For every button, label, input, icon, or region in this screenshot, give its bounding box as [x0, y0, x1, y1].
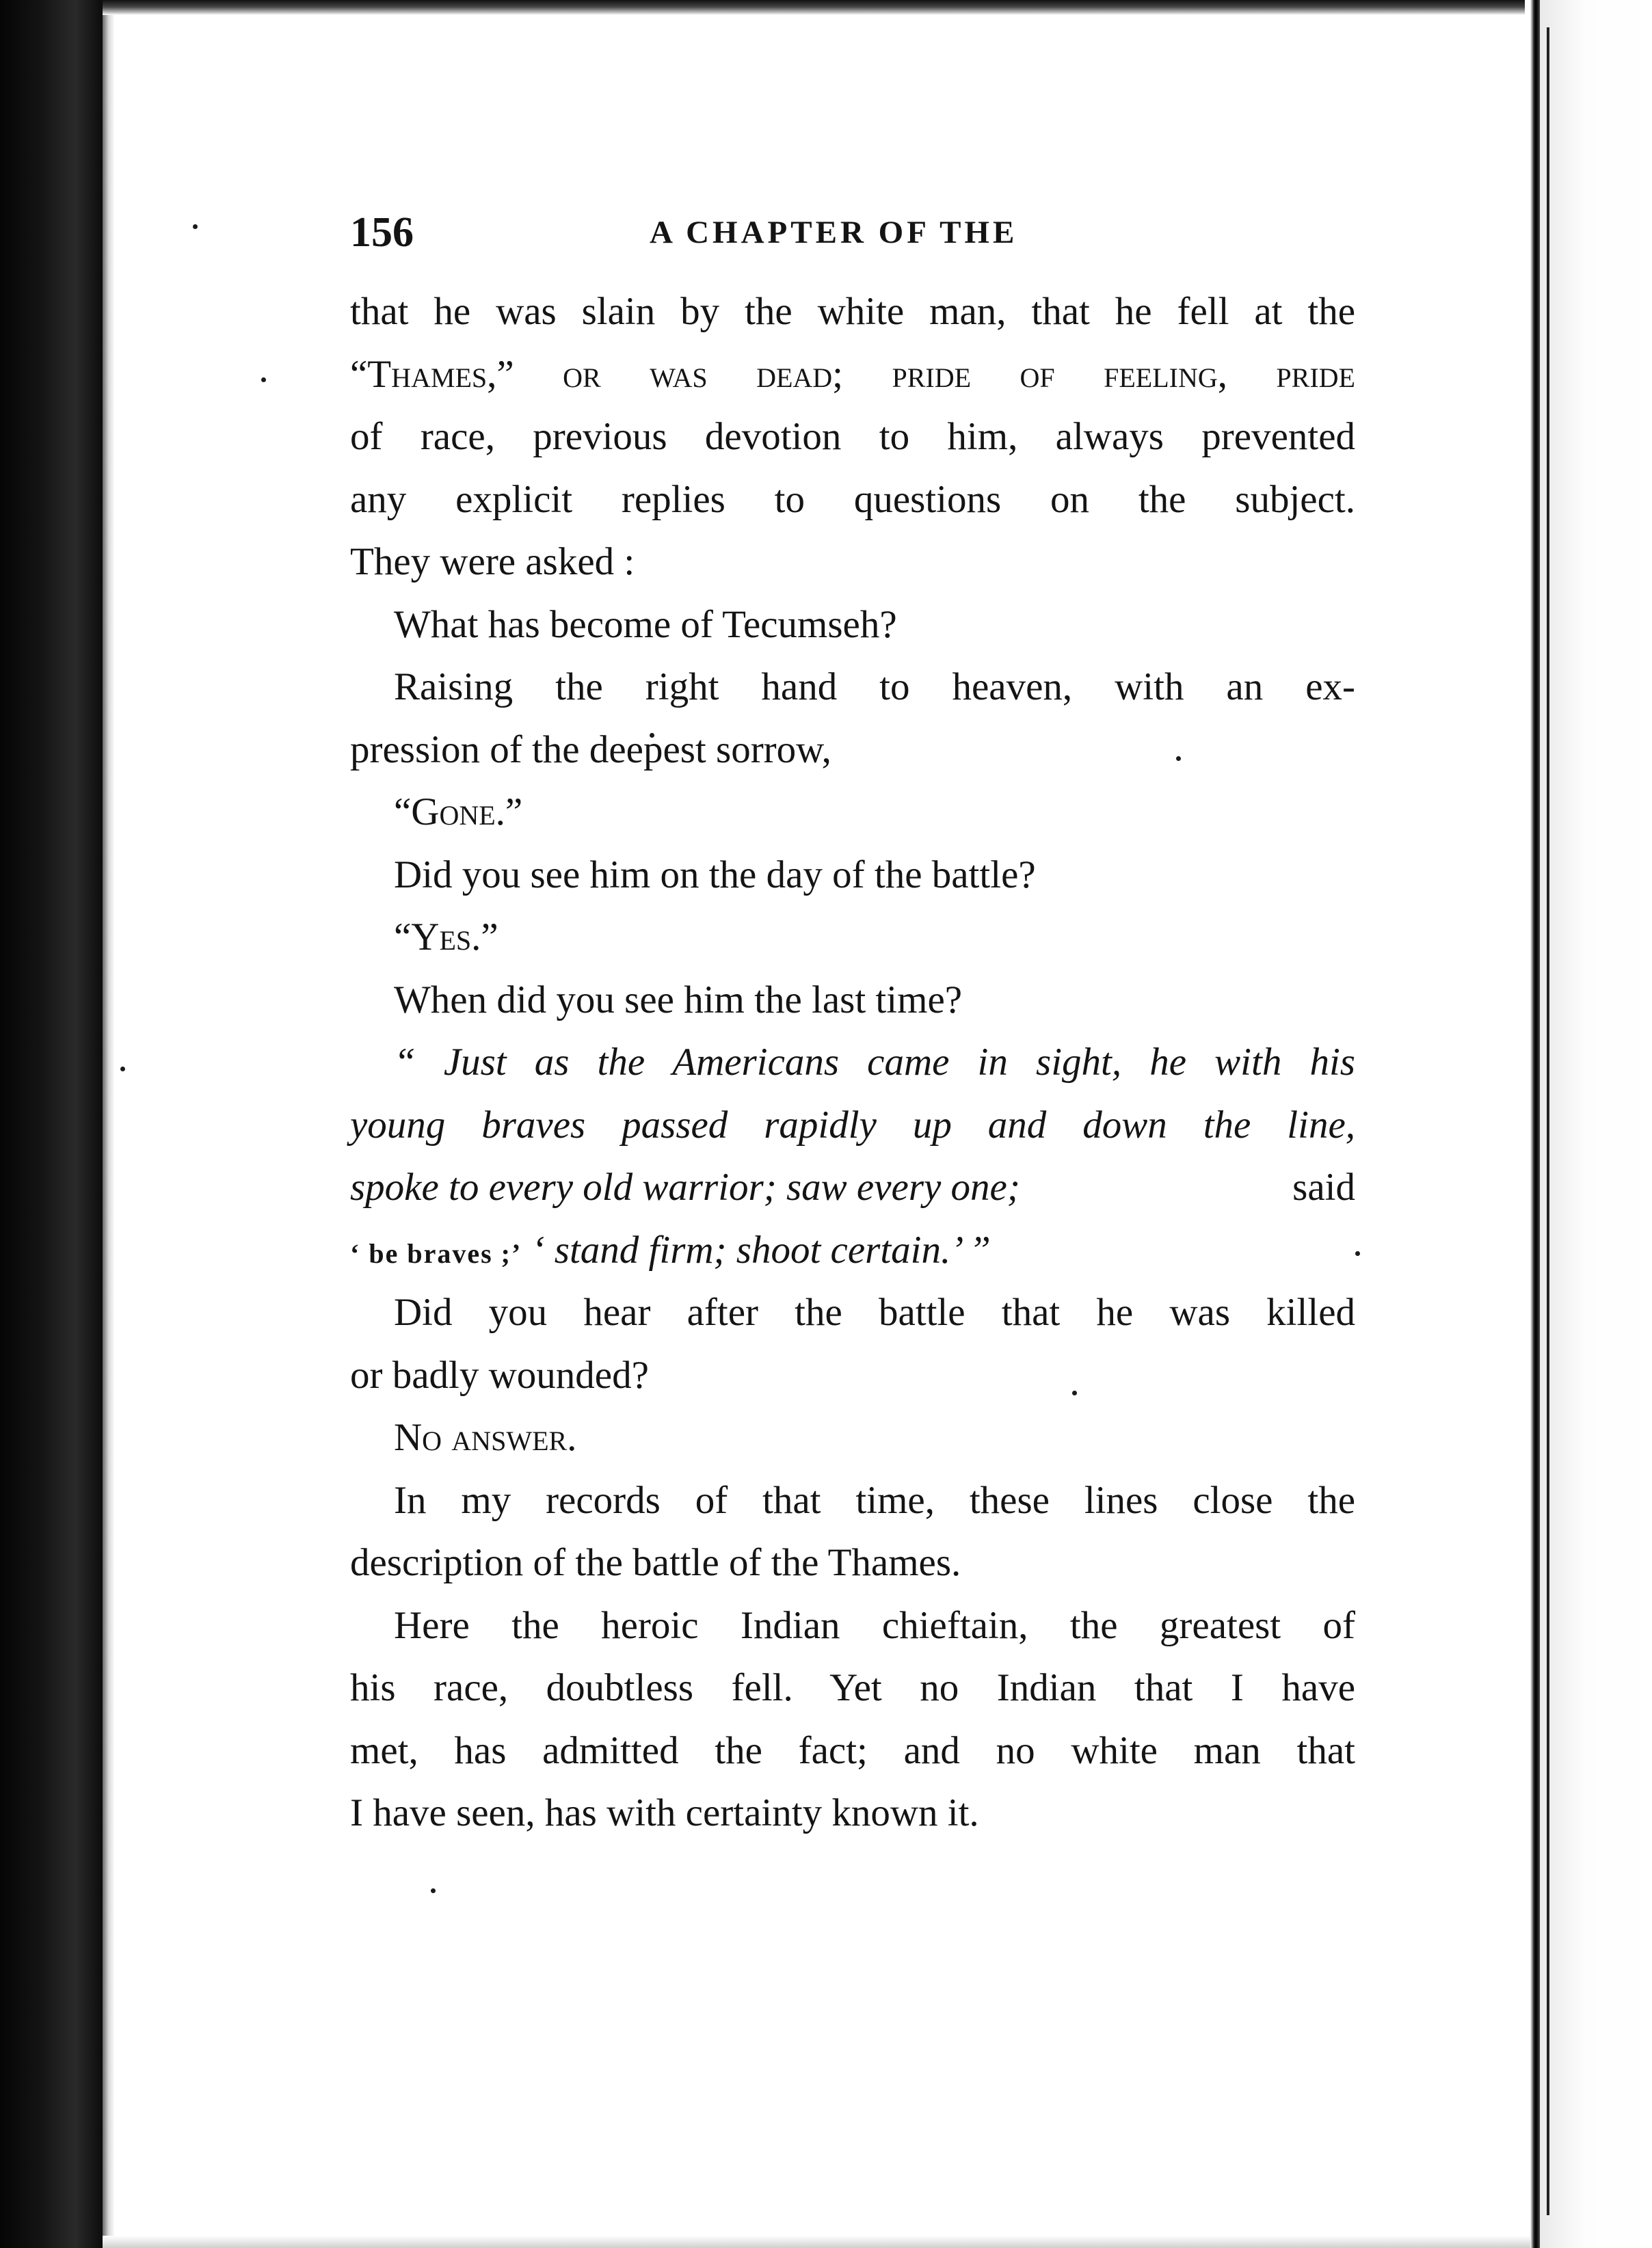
- facing-page: [1540, 0, 1652, 2248]
- book-binding: [0, 0, 103, 2248]
- answer-line: “Yes.”: [394, 915, 498, 959]
- right-page-edge: [1530, 0, 1540, 2248]
- answer-line: [350, 1156, 1355, 1219]
- text-line: met, has admitted the fact; and no white man that: [350, 1728, 1355, 1772]
- text-line: any explicit replies to questions on the subject.: [350, 477, 1355, 521]
- quoted-command: ‘ be braves ;’: [350, 1237, 522, 1269]
- text-line: description of the battle of the Thames.: [350, 1541, 961, 1584]
- answer-fragment: spoke to every old warrior; saw every one;: [350, 1166, 1020, 1209]
- text-line: pression of the deepest sorrow,: [350, 727, 831, 771]
- page-fold: [1547, 27, 1549, 2215]
- scan-speck: [261, 377, 266, 382]
- scan-speck: [431, 1888, 436, 1893]
- answer-line: “Gone.”: [394, 790, 523, 833]
- question-line: What has become of Tecumseh?: [394, 602, 897, 646]
- bottom-page-edge: [103, 2236, 1530, 2248]
- answer-line: young braves passed rapidly up and down the line,: [350, 1103, 1355, 1147]
- text-line: “Thames,” or was dead; pride of feeling, pride: [350, 352, 1355, 396]
- answer-fragment: said: [1292, 1166, 1355, 1209]
- page-number: 156: [350, 209, 414, 256]
- question-line: When did you see him the last time?: [394, 978, 963, 1021]
- text-line: his race, doubtless fell. Yet no Indian that I have: [350, 1666, 1355, 1709]
- scan-speck: [1355, 1251, 1360, 1256]
- running-head: A CHAPTER OF THE: [650, 215, 1018, 250]
- binding-shadow: [103, 0, 115, 2248]
- question-line: Did you hear after the battle that he was killed: [394, 1291, 1355, 1334]
- question-line: Did you see him on the day of the battle?: [394, 853, 1036, 896]
- top-page-edge: [103, 0, 1525, 15]
- scan-speck: [193, 224, 198, 229]
- text-line: Raising the right hand to heaven, with an ex-: [394, 665, 1355, 708]
- answer-line: “ Just as the Americans came in sight, he with his: [394, 1041, 1355, 1084]
- text-line: I have seen, has with certainty known it.: [350, 1791, 979, 1834]
- question-line: or badly wounded?: [350, 1353, 649, 1397]
- text-line: Here the heroic Indian chieftain, the greatest of: [394, 1603, 1355, 1647]
- scan-speck: [120, 1067, 125, 1071]
- text-line: of race, previous devotion to him, always prevented: [350, 415, 1355, 458]
- body-text: [350, 280, 1355, 1845]
- quoted-command: ‘ stand firm; shoot certain.’ ”: [531, 1228, 991, 1272]
- text-line: that he was slain by the white man, that he fell at the: [350, 290, 1355, 333]
- text-line: In my records of that time, these lines close the: [394, 1478, 1355, 1522]
- answer-line: No answer.: [394, 1416, 577, 1459]
- page-header: [350, 205, 1355, 260]
- text-line: They were asked :: [350, 540, 635, 583]
- answer-line: [350, 1219, 1355, 1282]
